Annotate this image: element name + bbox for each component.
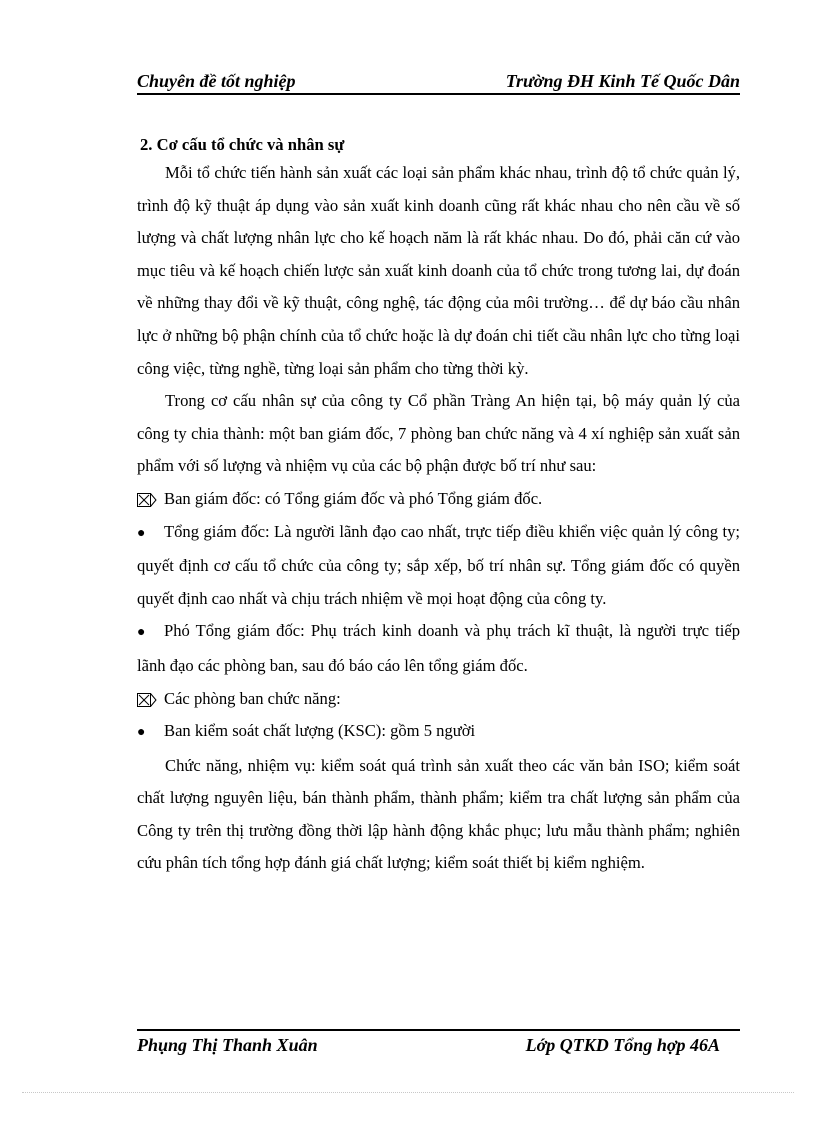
list-item-text: Các phòng ban chức năng: (164, 688, 341, 708)
footer-left: Phụng Thị Thanh Xuân (137, 1035, 318, 1055)
paragraph-3: Chức năng, nhiệm vụ: kiểm soát quá trình sản xuất theo các văn bản ISO; kiểm soát chất lượng nguyên liệu, bán thành phẩm, thành phẩm; kiểm tra chất lượng sản phẩm của Công ty trên thị trường đồng thời lập hành động khắc phục; lưu mẫu thành phẩm; nghiên cứu phân tích tổng hợp đánh giá chất lượng; kiểm soát thiết bị kiểm nghiệm. (137, 755, 740, 873)
header-right: Trường ĐH Kinh Tế Quốc Dân (505, 71, 740, 91)
header-divider (137, 93, 740, 95)
bullet-text: Phó Tổng giám đốc: Phụ trách kinh doanh và phụ trách kĩ thuật, là người trực tiếp lãnh đạo các phòng ban, sau đó báo cáo lên tổng giám đốc. (137, 621, 740, 675)
page-content (137, 133, 740, 880)
page-header (137, 70, 740, 92)
bullet-dot-icon: ● (137, 625, 146, 641)
bullet-ksc (137, 715, 740, 750)
paragraph-2: Trong cơ cấu nhân sự của công ty Cổ phần Tràng An hiện tại, bộ máy quản lý của công ty chia thành: một ban giám đốc, 7 phòng ban chức năng và 4 xí nghiệp sản xuất sản phẩm với số lượng và nhiệm vụ của các bộ phận được bố trí như sau: (137, 391, 740, 476)
list-item-text: Ban giám đốc: có Tổng giám đốc và phó Tổng giám đốc. (164, 488, 543, 508)
footer-right: Lớp QTKD Tổng hợp 46A (525, 1035, 720, 1055)
box-arrow-icon (137, 483, 164, 516)
section-heading: 2. Cơ cấu tổ chức và nhân sự (140, 135, 345, 154)
box-arrow-icon (137, 683, 164, 716)
paragraph-1: Mỗi tổ chức tiến hành sản xuất các loại sản phẩm khác nhau, trình độ tổ chức quản lý, trình độ kỹ thuật áp dụng vào sản xuất kinh doanh cũng rất khác nhau cho nên cầu về số lượng và chất lượng nhân lực cho kế hoạch năm là rất khác nhau. Do đó, phải căn cứ vào mục tiêu và kế hoạch chiến lược sản xuất kinh doanh của tổ chức trong tương lai, dự đoán về những thay đổi về kỹ thuật, công nghệ, tác động của môi trường… để dự báo cầu nhân lực ở những bộ phận chính của tổ chức hoặc là dự đoán chi tiết cầu nhân lực cho từng loại công việc, từng nghề, từng loại sản phẩm cho từng thời kỳ. (137, 163, 740, 378)
page-edge-line (22, 1092, 794, 1093)
bullet-ceo (137, 516, 740, 616)
bullet-text: Tổng giám đốc: Là người lãnh đạo cao nhất, trực tiếp điều khiển việc quản lý công ty; quyết định cơ cấu tổ chức của công ty; sắp xếp, bố trí nhân sự. Tổng giám đốc có quyền quyết định cao nhất và chịu trách nhiệm về mọi hoạt động của công ty. (137, 521, 740, 608)
footer-divider (137, 1029, 740, 1031)
bullet-dot-icon: ● (137, 525, 146, 541)
page-footer (137, 1034, 720, 1056)
bullet-text: Ban kiểm soát chất lượng (KSC): gồm 5 người (164, 721, 476, 741)
header-left: Chuyên đề tốt nghiệp (137, 71, 296, 91)
list-item-departments (137, 683, 740, 716)
list-item-board (137, 483, 740, 516)
bullet-deputy (137, 615, 740, 682)
bullet-dot-icon: ● (137, 725, 146, 741)
